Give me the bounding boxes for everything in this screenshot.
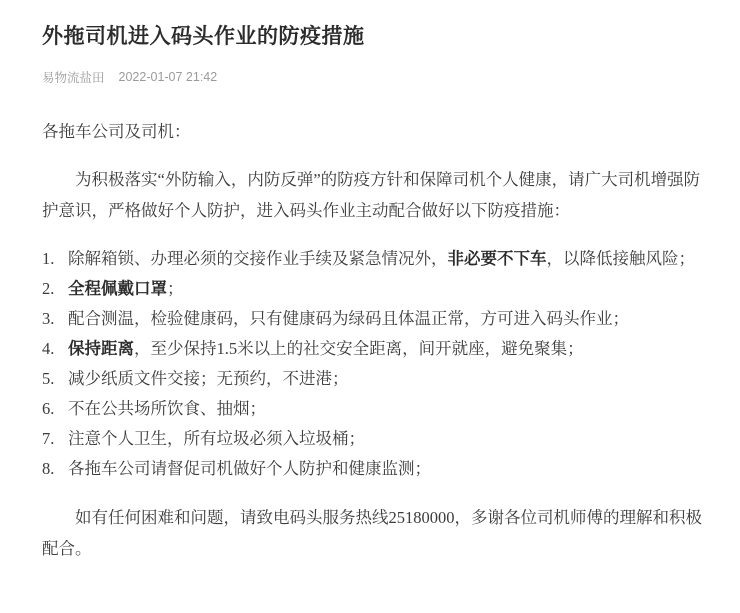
list-item-lead: 除解箱锁、办理必须的交接作业手续及紧急情况外，	[68, 249, 448, 268]
list-item-text	[68, 454, 710, 484]
list-item-number: 7.	[42, 429, 55, 448]
author-name[interactable]: 易物流盐田	[42, 71, 105, 85]
article-meta	[42, 68, 710, 86]
list-item-text	[68, 394, 710, 424]
list-item-number: 5.	[42, 369, 55, 388]
list-item-lead: 不在公共场所饮食、抽烟；	[68, 399, 266, 418]
list-item-emphasis: 全程佩戴口罩	[68, 279, 167, 298]
list-item-tail: ，以降低接触风险；	[546, 249, 695, 268]
list-item	[42, 394, 710, 424]
list-item-number: 3.	[42, 309, 55, 328]
closing-paragraph: 如有任何困难和问题，请致电码头服务热线25180000，多谢各位司机师傅的理解和积极配合。	[42, 508, 702, 558]
list-item-lead: 配合测温，检验健康码，只有健康码为绿码且体温正常，方可进入码头作业；	[68, 309, 629, 328]
list-item	[42, 244, 710, 274]
publish-datetime: 2022-01-07 21:42	[118, 70, 218, 84]
list-item-lead: 减少纸质文件交接；无预约，不进港；	[68, 369, 349, 388]
list-item-tail: ；	[167, 279, 184, 298]
list-item-number: 4.	[42, 339, 55, 358]
list-item	[42, 454, 710, 484]
list-item	[42, 304, 710, 334]
list-item-number: 2.	[42, 279, 55, 298]
list-item	[42, 424, 710, 454]
list-item-lead: 注意个人卫生，所有垃圾必须入垃圾桶；	[68, 429, 365, 448]
list-item-tail: ，至少保持1.5米以上的社交安全距离，间开就座，避免聚集；	[134, 339, 584, 358]
list-item-number: 1.	[42, 249, 55, 268]
list-item	[42, 364, 710, 394]
list-item	[42, 334, 710, 364]
intro-paragraph: 为积极落实“外防输入，内防反弹”的防疫方针和保障司机个人健康，请广大司机增强防护意识，严格做好个人防护，进入码头作业主动配合做好以下防疫措施：	[42, 170, 701, 220]
article-body	[42, 116, 710, 564]
page-title: 外拖司机进入码头作业的防疫措施	[42, 25, 365, 48]
list-item-text	[68, 304, 710, 334]
measures-list	[42, 244, 710, 484]
list-item-text	[68, 334, 710, 364]
list-item-text	[68, 424, 710, 454]
list-item	[42, 274, 710, 304]
list-item-number: 8.	[42, 459, 55, 478]
list-item-emphasis: 保持距离	[68, 339, 134, 358]
list-item-text	[68, 244, 710, 274]
list-item-lead: 各拖车公司请督促司机做好个人防护和健康监测；	[68, 459, 431, 478]
list-item-text	[68, 274, 710, 304]
list-item-emphasis: 非必要不下车	[447, 249, 547, 268]
salutation-paragraph: 各拖车公司及司机：	[42, 122, 191, 141]
list-item-number: 6.	[42, 399, 55, 418]
list-item-text	[68, 364, 710, 394]
